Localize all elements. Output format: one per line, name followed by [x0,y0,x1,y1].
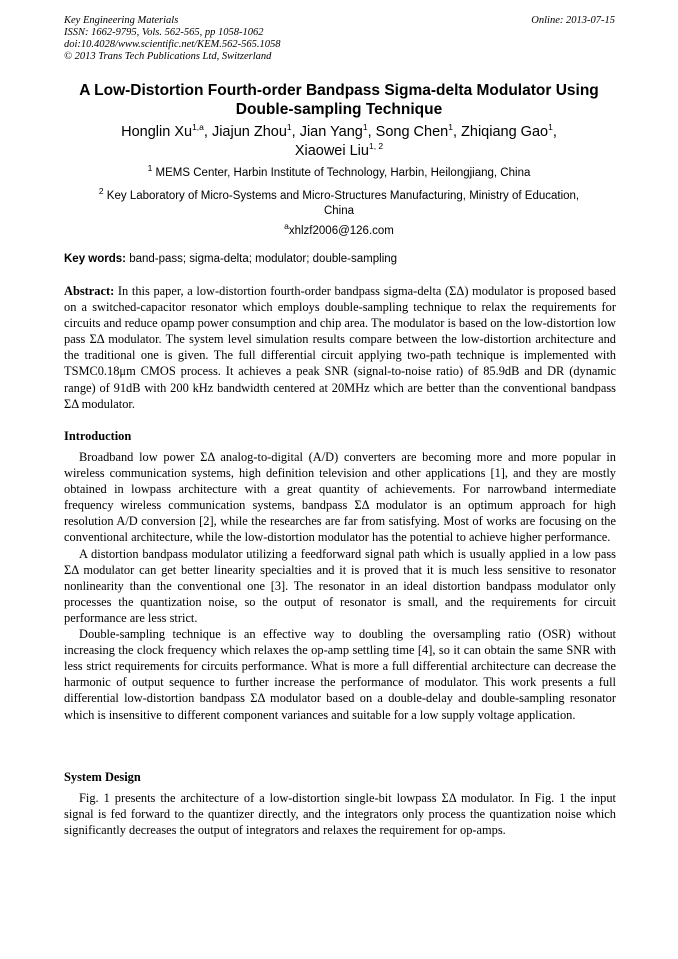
system-design-body [64,790,616,838]
online-date: Online: 2013-07-15 [531,15,615,26]
affiliation-2-line-1 [64,186,614,204]
journal-copyright: © 2013 Trans Tech Publications Ltd, Switzerland [64,51,272,62]
journal-name: Key Engineering Materials [64,15,179,26]
abstract-text: In this paper, a low-distortion fourth-order bandpass sigma-delta (ΣΔ) modulator is proposed based on a switched-capacitor resonator which employs double-sampling technique to relax the requirements for circuits and reduce opamp power consumption and chip area. The modulator is based on the low-distortion low pass ΣΔ modulator. The system level simulation results compare between the low-distortion architecture and the traditional one is given. The full differential circuit applying two-path technique is implemented with TSMC0.18μm CMOS process. It achieves a peak SNR (signal-to-noise ratio) of 85.9dB and DR (dynamic range) of 91dB with 200 kHz bandwidth centered at 20MHz which are better than the conventional bandpass ΣΔ modulator. [64,284,616,411]
paragraph: A distortion bandpass modulator utilizing a feedforward signal path which is usually applied in a low pass ΣΔ modulator can get better linearity specialties and it is proved that it is much less sensitive to resonator nonlinearity than the conventional one [3]. The resonator in an ideal distortion bandpass modulator only processes the quantization noise, so the output of resonator is small, and the requirements for circuit performance are less strict. [64,546,616,625]
affiliation-mark: 2 [98,186,104,197]
author-name: Xiaowei Liu [294,143,369,159]
author-name: , Jiajun Zhou [203,124,287,140]
keywords-label: Key words: [64,253,126,265]
paper-title [52,81,626,119]
journal-header [64,15,281,63]
author-name: Honglin Xu [121,124,193,140]
title-line-2: Double-sampling Technique [235,101,443,118]
affiliation-1 [64,163,614,181]
title-line-1: A Low-Distortion Fourth-order Bandpass Sigma-delta Modulator Using [79,82,599,99]
keywords-text: band-pass; sigma-delta; modulator; double-sampling [126,253,398,265]
affiliation-2-line-2: China [323,205,355,217]
section-heading-introduction: Introduction [64,429,132,443]
keywords [64,252,616,267]
author-separator: , [552,124,557,140]
affiliation-text: MEMS Center, Harbin Institute of Technology, Harbin, Heilongjiang, China [152,167,531,179]
journal-doi: doi:10.4028/www.scientific.net/KEM.562-565.1058 [64,39,281,50]
author-name: , Song Chen [367,124,449,140]
introduction-body [64,449,616,723]
author-line-2 [52,142,626,161]
contact-email [64,221,614,239]
affiliation-text: Key Laboratory of Micro-Systems and Micro-Structures Manufacturing, Ministry of Education, [103,190,580,202]
abstract-label: Abstract: [64,284,115,298]
author-name: , Jian Yang [291,124,363,140]
author-affiliation-mark: 1 [448,122,453,133]
affiliation-mark: 1 [147,163,153,174]
email-address: xhlzf2006@126.com [288,225,394,237]
author-name: , Zhiqiang Gao [452,124,549,140]
paragraph: Double-sampling technique is an effective way to doubling the oversampling ratio (OSR) without increasing the clock frequency which relaxes the op-amp settling time [4], so it can obtain the same SNR with less strict requirements for circuits performance. What is more a full differential architecture can decrease the harmonic of output sequence to further increase the performance of modulator. This work presents a full differential low-distortion bandpass ΣΔ modulator based on a double-delay and double-sampling resonator which is insensitive to different component variances and suitable for a low supply voltage application. [64,627,616,722]
author-list [52,123,626,161]
author-affiliation-mark: 1 [286,122,292,133]
author-affiliation-mark: 1 [362,122,368,133]
journal-issn: ISSN: 1662-9795, Vols. 562-565, pp 1058-1062 [64,27,264,38]
abstract [64,283,616,412]
email-mark: a [284,221,289,232]
section-heading-system-design: System Design [64,770,141,784]
author-affiliation-mark: 1 [548,122,553,133]
author-line-1 [52,123,626,142]
author-affiliation-mark: 1, 2 [368,141,384,152]
paragraph: Broadband low power ΣΔ analog-to-digital (A/D) converters are becoming more and more popular in wireless communication systems, high definition television and other applications [1], and they are mostly obtained in lowpass architecture with a great quantity of achievements. For narrowband intermediate frequency wireless communication systems, bandpass ΣΔ modulator is an optimum approach for high resolution A/D conversion [2], while the researches are far from satisfying. Most of works are focusing on the conventional architecture, while the low-distortion modulator has the potential to achieve higher performance. [64,450,616,545]
paragraph: Fig. 1 presents the architecture of a low-distortion single-bit lowpass ΣΔ modulator. In Fig. 1 the input signal is fed forward to the quantizer directly, and the integrators only process the quantization noise which significantly decreases the output of integrators and relaxes the requirement for op-amps. [64,791,616,838]
author-affiliation-mark: 1,a [192,122,204,133]
affiliation-2 [64,186,614,219]
